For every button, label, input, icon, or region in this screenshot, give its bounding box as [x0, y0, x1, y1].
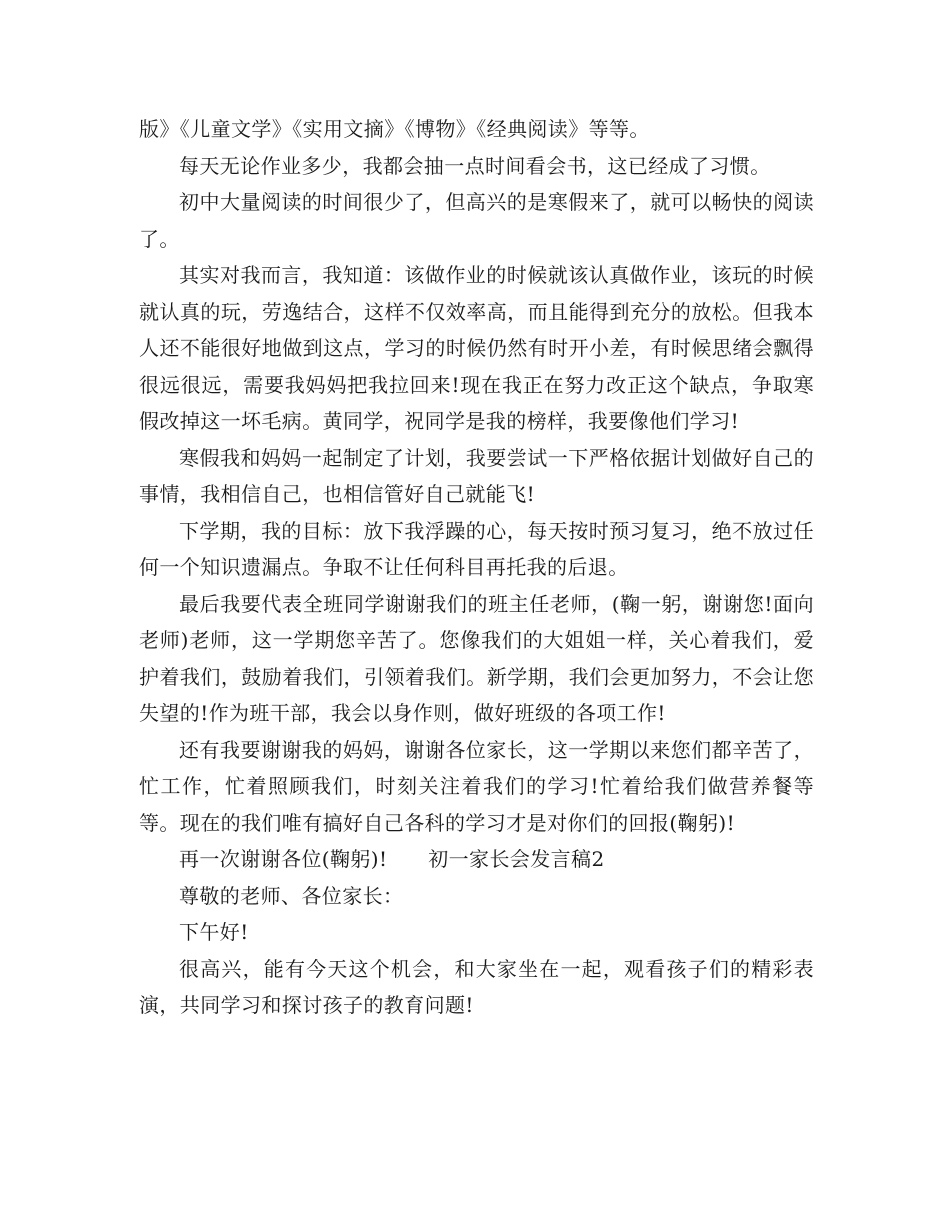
paragraph-3: 初中大量阅读的时间很少了，但高兴的是寒假来了，就可以畅快的阅读了。	[139, 190, 814, 251]
document-body	[139, 111, 814, 1024]
paragraph-9-with-heading: 再一次谢谢各位(鞠躬)! 初一家长会发言稿2	[179, 847, 605, 871]
paragraph-8: 还有我要谢谢我的妈妈，谢谢各位家长，这一学期以来您们都辛苦了，忙工作，忙着照顾我们，时刻关注着我们的学习!忙着给我们做营养餐等等。现在的我们唯有搞好自己各科的学习才是对你们的回报(鞠躬)!	[139, 737, 814, 835]
paragraph-4: 其实对我而言，我知道：该做作业的时候就该认真做作业，该玩的时候就认真的玩，劳逸结合，这样不仅效率高，而且能得到充分的放松。但我本人还不能很好地做到这点，学习的时候仍然有时开小差，有时候思绪会飘得很远很远，需要我妈妈把我拉回来!现在我正在努力改正这个缺点，争取寒假改掉这一坏毛病。黄同学，祝同学是我的榜样，我要像他们学习!	[139, 263, 814, 433]
greeting: 下午好!	[179, 920, 249, 944]
paragraph-6: 下学期，我的目标：放下我浮躁的心，每天按时预习复习，绝不放过任何一个知识遗漏点。争取不让任何科目再托我的后退。	[139, 518, 814, 579]
paragraph-7: 最后我要代表全班同学谢谢我们的班主任老师，(鞠一躬，谢谢您!面向老师)老师，这一学期您辛苦了。您像我们的大姐姐一样，关心着我们，爱护着我们，鼓励着我们，引领着我们。新学期，我们会更加努力，不会让您失望的!作为班干部，我会以身作则，做好班级的各项工作!	[139, 591, 814, 725]
salutation: 尊敬的老师、各位家长：	[179, 883, 404, 908]
paragraph-5: 寒假我和妈妈一起制定了计划，我要尝试一下严格依据计划做好自己的事情，我相信自己，也相信管好自己就能飞!	[139, 445, 814, 506]
paragraph-2: 每天无论作业多少，我都会抽一点时间看会书，这已经成了习惯。	[179, 153, 771, 178]
paragraph-12: 很高兴，能有今天这个机会，和大家坐在一起，观看孩子们的精彩表演，共同学习和探讨孩子的教育问题!	[139, 956, 814, 1017]
paragraph-1: 版》《儿童文学》《实用文摘》《博物》《经典阅读》等等。	[139, 117, 650, 141]
